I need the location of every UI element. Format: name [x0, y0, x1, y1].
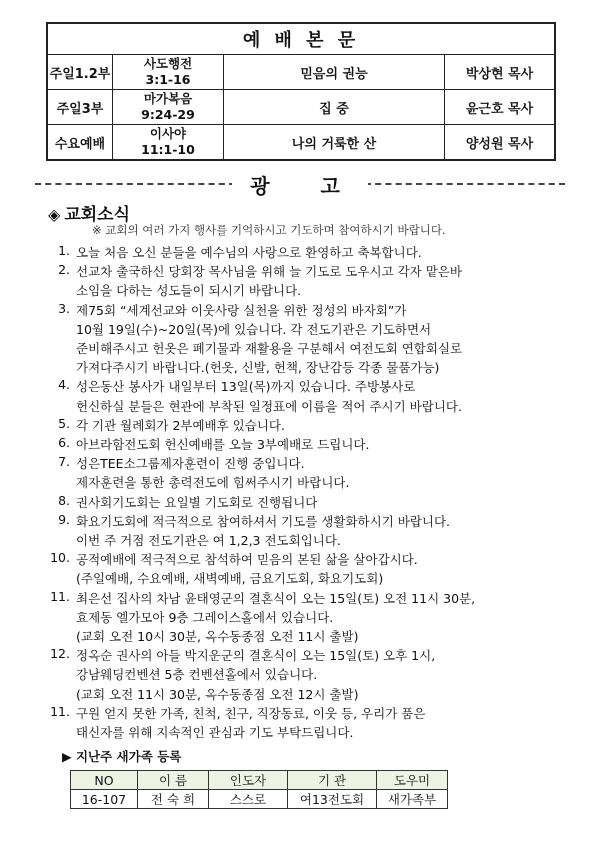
item-text-line: 공적예배에 적극적으로 참석하여 믿음의 본된 삶을 살아갑시다.	[76, 552, 418, 568]
announcement-item	[42, 262, 572, 300]
scripture-verse: 11:1-10	[141, 142, 195, 157]
preacher: 양성원 목사	[445, 125, 556, 161]
item-text-line: 오늘 처음 오신 분들을 예수님의 사랑으로 환영하고 축복합니다.	[76, 245, 422, 260]
sermon-title: 나의 거룩한 산	[224, 125, 445, 161]
announcement-item	[42, 704, 572, 742]
item-text-line: (교회 오전 10시 30분, 옥수동종점 오전 11시 출발)	[76, 629, 359, 645]
announcement-item	[42, 589, 572, 647]
item-number: 11.	[50, 588, 70, 604]
item-text-line: 강남웨딩컨벤션 5층 컨벤션홀에서 있습니다.	[76, 667, 318, 683]
item-text-line: 성은동산 봉사가 내일부터 13일(목)까지 있습니다. 주방봉사로	[76, 379, 416, 395]
column-header: 이 름	[138, 771, 209, 790]
item-number: 1.	[58, 243, 70, 258]
item-text-line: 이번 주 거점 전도기관은 여 1,2,3 전도회입니다.	[76, 533, 341, 549]
item-number: 11.	[50, 703, 70, 719]
item-text-line: 각 기관 월례회가 2부예배후 있습니다.	[76, 417, 285, 433]
new-family-row	[71, 790, 448, 809]
preacher: 박상현 목사	[445, 55, 556, 90]
section-note: ※ 교회의 여러 가지 행사를 기억하시고 기도하며 참여하시기 바랍니다.	[92, 223, 446, 237]
item-text-line: (주일예배, 수요예배, 새벽예배, 금요기도회, 화요기도회)	[76, 571, 384, 587]
new-family-title: ▶ 지난주 새가족 등록	[62, 749, 182, 764]
scripture-ref	[113, 55, 224, 90]
scripture-verse: 9:24-29	[141, 107, 195, 122]
worship-table	[46, 22, 556, 161]
announcement-title: 광 고	[232, 174, 368, 198]
item-text-line: 준비해주시고 헌옷은 폐기물과 재활용을 구분해서 여전도회 연합회실로	[76, 341, 463, 357]
item-text-line: 효제동 엘가모아 9층 그레이스홀에서 있습니다.	[76, 609, 334, 625]
item-text-line: 10월 19일(수)~20일(목)에 있습니다. 각 전도기관은 기도하면서	[76, 321, 432, 337]
scripture-book: 사도행전	[143, 56, 193, 71]
item-number: 2.	[58, 262, 70, 278]
item-text-line: 태신자를 위해 지속적인 관심과 기도 부탁드립니다.	[76, 725, 354, 741]
scripture-ref	[113, 125, 224, 161]
scripture-book: 이사야	[149, 126, 187, 141]
column-header: 기 관	[288, 771, 377, 790]
column-header: 인도자	[209, 771, 288, 790]
item-number: 8.	[58, 492, 70, 508]
item-text-line: 구원 얻지 못한 가족, 친척, 친구, 직장동료, 이웃 등, 우리가 품은	[76, 705, 426, 721]
item-number: 9.	[58, 511, 70, 527]
item-number: 10.	[50, 550, 70, 566]
announcement-item	[42, 377, 572, 415]
table-cell: 16-107	[71, 790, 138, 809]
item-text-line: 정옥순 권사의 아들 박지운군의 결혼식이 오는 15일(토) 오후 1시,	[76, 648, 436, 664]
item-text-line: 아브라함전도회 헌신예배를 오늘 3부예배로 드립니다.	[76, 437, 370, 453]
service-name: 주일1.2부	[47, 55, 113, 90]
new-family-header-row	[71, 771, 448, 790]
sermon-title: 믿음의 권능	[224, 55, 445, 90]
column-header: 도우미	[377, 771, 448, 790]
table-cell: 전 숙 희	[138, 790, 209, 809]
service-name: 주일3부	[47, 90, 113, 125]
item-text-line: 헌신하실 분들은 현관에 부착된 일정표에 이름을 적어 주시기 바랍니다.	[76, 398, 462, 414]
item-number: 4.	[58, 377, 70, 393]
announcement-item	[42, 512, 572, 550]
worship-title: 예 배 본 문	[47, 23, 555, 55]
worship-row	[47, 55, 555, 90]
item-number: 5.	[58, 415, 70, 431]
scripture-book: 마가복음	[143, 91, 193, 106]
announcement-item	[42, 301, 572, 378]
announcement-list	[42, 243, 572, 742]
item-text-line: 화요기도회에 적극적으로 참여하셔서 기도를 생활화하시기 바랍니다.	[76, 513, 451, 529]
section-title: 교회소식	[64, 205, 131, 225]
service-name: 수요예배	[47, 125, 113, 161]
announcement-item	[42, 454, 572, 492]
diamond-icon: ◈	[48, 205, 61, 224]
scripture-ref	[113, 90, 224, 125]
column-header: NO	[71, 771, 138, 790]
announcement-item	[42, 243, 572, 262]
new-family-table	[70, 770, 448, 809]
item-text-line: 제자훈련을 통한 총력전도에 힘써주시기 바랍니다.	[76, 475, 350, 491]
announcement-item	[42, 416, 572, 435]
announcement-item	[42, 435, 572, 454]
item-text-line: 가져다주시기 바랍니다.(헌옷, 신발, 헌책, 장난감등 각종 물품가능)	[76, 360, 440, 376]
item-text-line: (교회 오전 11시 30분, 옥수동종점 오전 12시 출발)	[76, 686, 359, 702]
item-text-line: 선교차 출국하신 당회장 목사님을 위해 늘 기도로 도우시고 각자 맡은바	[76, 264, 462, 280]
announcement-header	[35, 170, 565, 196]
announcement-item	[42, 550, 572, 588]
item-text-line: 제75회 “세계선교와 이웃사랑 실천을 위한 정성의 바자회”가	[76, 302, 407, 318]
table-cell: 스스로	[209, 790, 288, 809]
announcement-item	[42, 646, 572, 704]
item-text-line: 최은선 집사의 차남 윤태영군의 결혼식이 오는 15일(토) 오전 11시 30분,	[76, 590, 476, 606]
item-number: 7.	[58, 454, 70, 470]
table-cell: 새가족부	[377, 790, 448, 809]
item-text-line: 소임을 다하는 성도들이 되시기 바랍니다.	[76, 283, 302, 299]
sermon-title: 집 중	[224, 90, 445, 125]
item-text-line: 권사회기도회는 요일별 기도회로 진행됩니다	[76, 494, 318, 510]
preacher: 윤근호 목사	[445, 90, 556, 125]
item-number: 3.	[58, 300, 70, 316]
scripture-verse: 3:1-16	[145, 72, 191, 87]
announcement-item	[42, 493, 572, 512]
item-number: 6.	[58, 435, 70, 451]
worship-row	[47, 125, 555, 161]
worship-row	[47, 90, 555, 125]
item-number: 12.	[50, 646, 70, 662]
item-text-line: 성은TEE소그룹제자훈련이 진행 중입니다.	[76, 456, 305, 472]
table-cell: 여13전도회	[288, 790, 377, 809]
